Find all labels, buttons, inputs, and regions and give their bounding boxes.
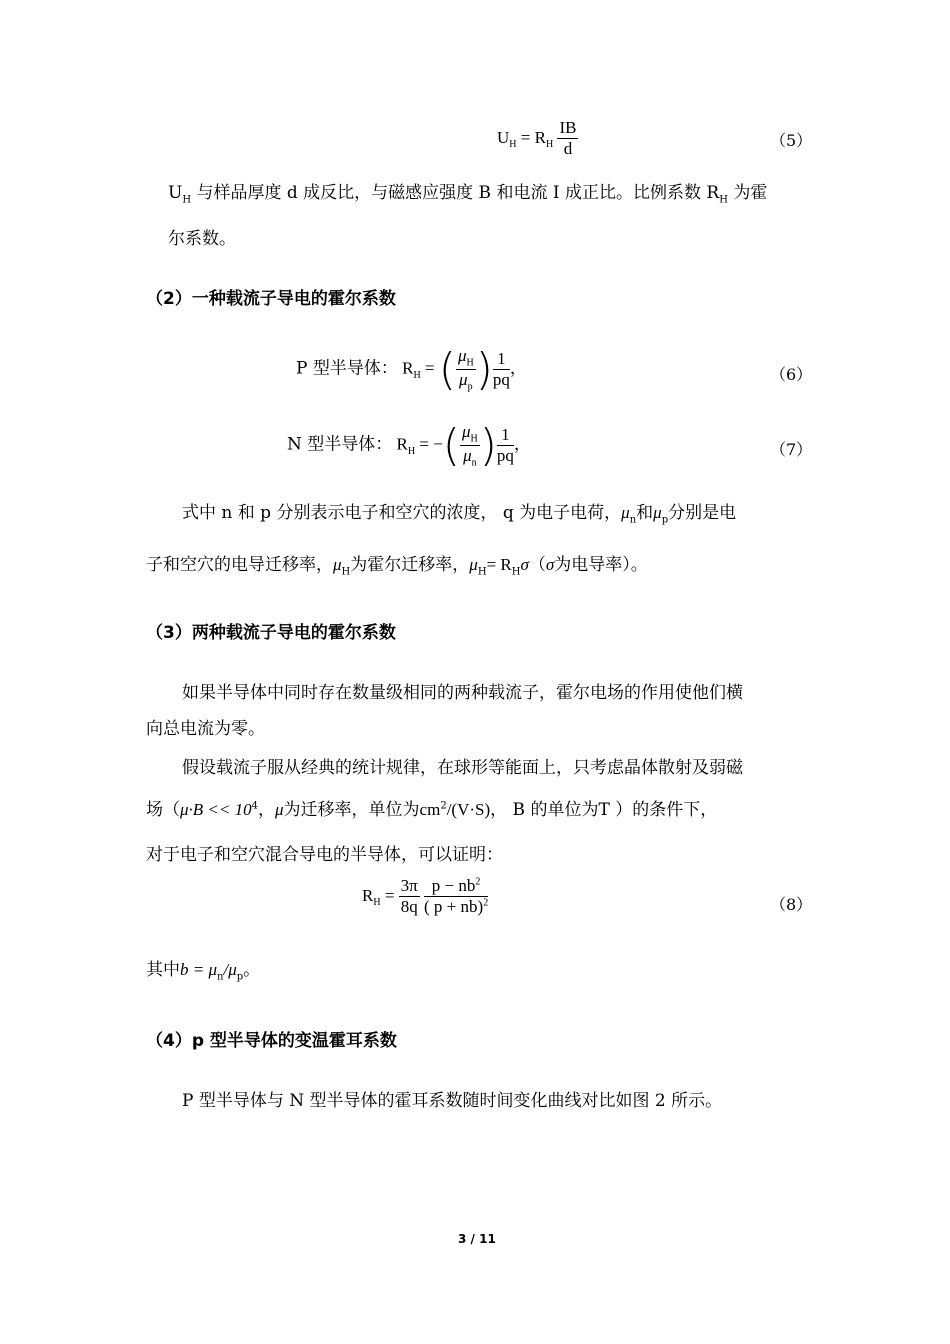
paragraph-symbols-line1: 式中 n 和 p 分别表示电子和空穴的浓度， q 为电子电荷，$\mu_n$和$\mu_p$分别是电 (182, 503, 737, 526)
equation-number-5: （5） (770, 131, 813, 150)
paragraph-b-definition: 其中$b = \mu_n/\mu_p$。 (146, 960, 261, 983)
right-paren: ) (479, 420, 497, 471)
equation-6: P 型半导体： $R_H$ = ( $\frac{\mu_H}{\mu_p}$ ) $\frac{1}{pq}$ ， (296, 344, 527, 395)
equation-8: $R_H$ = $\frac{3\pi}{8q}$ $\frac{p - nb^2}{( p + nb)^2}$ (362, 876, 489, 917)
page-number: 3 / 11 (458, 1232, 496, 1246)
paragraph-assumptions-line2: 场（$\mu\cdot B << 10^4$，μ为迁移率，单位为$cm^2/(V\cdot S)$， B 的单位为T ）的条件下， (146, 800, 718, 820)
left-paren: ( (442, 420, 460, 471)
paragraph-symbols-line2: 子和空穴的电导迁移率，$\mu_H$为霍尔迁移率，$\mu_H= R_H\sigma(\sigma$为电导率）。 (146, 555, 648, 578)
section-heading-4: （4）p 型半导体的变温霍耳系数 (146, 1031, 397, 1051)
equation-number-6: （6） (770, 365, 813, 384)
paragraph-hall-voltage-line2: 尔系数。 (168, 229, 236, 249)
section-heading-2: （2）一种载流子导电的霍尔系数 (146, 289, 396, 309)
section-heading-3: （3）两种载流子导电的霍尔系数 (146, 623, 396, 643)
fraction-one-over-pq: $\frac{1}{pq}$ (496, 424, 514, 465)
left-paren: ( (438, 344, 456, 395)
equation-number-7: （7） (770, 440, 813, 459)
equation-7: N 型半导体： $R_H$ = −( $\frac{\mu_H}{\mu_n}$ ) $\frac{1}{pq}$ ， (287, 420, 531, 471)
fraction-mu-h-over-mu-p: $\frac{\mu_H}{\mu_p}$ (457, 345, 474, 393)
fraction-3pi-over-8q: $\frac{3\pi}{8q}$ (400, 876, 418, 917)
paragraph-assumptions-line3: 对于电子和空穴混合导电的半导体，可以证明： (146, 845, 503, 865)
equation-5: $U_H = R_H$ $\frac{IB}{d}$ (497, 118, 577, 159)
equation-number-8: （8） (770, 895, 813, 914)
paragraph-figure-reference: P 型半导体与 N 型半导体的霍耳系数随时间变化曲线对比如图 2 所示。 (182, 1091, 723, 1111)
paragraph-hall-voltage: $U_H$ 与样品厚度 d 成反比，与磁感应强度 B 和电流 I 成正比。比例系数 $R_H$ 为霍 (168, 183, 768, 206)
fraction-ib-over-d: $\frac{IB}{d}$ (559, 118, 577, 159)
paragraph-two-carriers-line2: 向总电流为零。 (146, 719, 265, 739)
right-paren: ) (475, 344, 493, 395)
fraction-mu-h-over-mu-n: $\frac{\mu_H}{\mu_n}$ (461, 421, 478, 469)
paragraph-two-carriers-line1: 如果半导体中同时存在数量级相同的两种载流子，霍尔电场的作用使他们横 (182, 683, 743, 703)
paragraph-assumptions-line1: 假设载流子服从经典的统计规律，在球形等能面上，只考虑晶体散射及弱磁 (182, 758, 743, 778)
fraction-carriers: $\frac{p - nb^2}{( p + nb)^2}$ (424, 876, 489, 917)
fraction-one-over-pq: $\frac{1}{pq}$ (492, 348, 510, 389)
